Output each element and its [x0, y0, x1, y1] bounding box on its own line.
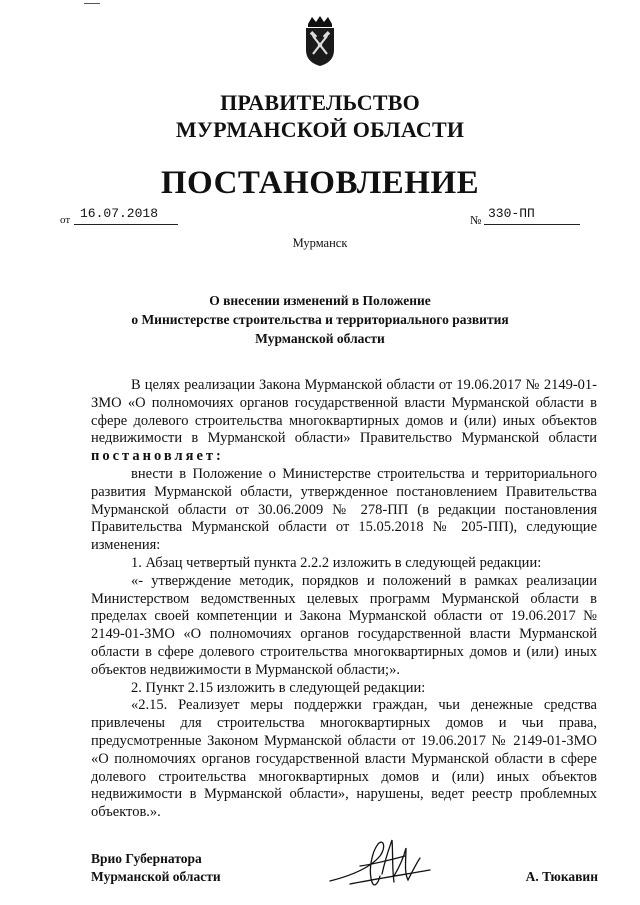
scan-mark: [84, 3, 100, 4]
date-value: 16.07.2018: [80, 206, 159, 221]
subject-line3: Мурманской области: [255, 331, 385, 346]
document-number: [470, 206, 590, 226]
signer-position-line2: Мурманской области: [91, 869, 221, 884]
signer-name: А. Тюкавин: [525, 869, 598, 884]
document-date: [60, 206, 180, 226]
date-prefix: от: [60, 214, 71, 226]
government-title-line1: ПРАВИТЕЛЬСТВО: [220, 90, 420, 115]
coat-of-arms-icon: [300, 14, 340, 68]
paragraph-item-1: 1. Абзац четвертый пункта 2.2.2 изложить в следующей редакции:: [131, 554, 542, 571]
paragraph-item-2-text: «2.15. Реализует меры поддержки граждан, чьи денежные средства привлечены для строительства многоквартирных домов и чьи права, предусмотренные Законом Мурманской области от 19.06.2017 № 2149-01-ЗМО «О полномочиях органов государственной власти Мурманской области в сфере долевого строительства многоквартирных домов и (или) иных объектов недвижимости в Мурманской области», нарушены, ведет реестр проблемных объектов.».: [91, 697, 597, 821]
document-body: [91, 377, 597, 822]
paragraph-item-2: 2. Пункт 2.15 изложить в следующей редакции:: [131, 679, 426, 696]
signer-position-line1: Врио Губернатора: [91, 851, 202, 866]
subject-line2: о Министерстве строительства и территориального развития: [131, 312, 509, 327]
paragraph-resolution: внести в Положение о Министерстве строительства и территориального развития Мурманской области, утвержденное постановлением Правительства Мурманской области от 30.06.2009 № 278-ПП (в редакции постановления Правительства Мурманской области от 15.05.2018 № 205-ПП), следующие изменения:: [91, 465, 597, 554]
number-value: 330-ПП: [488, 206, 535, 221]
city: Мурманск: [292, 236, 348, 250]
government-title-line2: МУРМАНСКОЙ ОБЛАСТИ: [175, 117, 465, 142]
resolves-keyword: постановляет:: [91, 448, 224, 465]
signer-position: [91, 850, 221, 886]
number-underline: [484, 224, 580, 225]
number-prefix: №: [470, 213, 482, 227]
paragraph-item-1-text: «- утверждение методик, порядков и положений в рамках реализации Министерством ведомственных целевых программ Мурманской области в пределах своей компетенции и Закона Мурманской области от 19.06.2017 № 2149-01-ЗМО «О полномочиях органов государственной власти Мурманской области в сфере долевого строительства многоквартирных домов и (или) иных объектов недвижимости в Мурманской области;».: [91, 572, 597, 678]
date-underline: [74, 224, 178, 225]
subject-line1: О внесении изменений в Положение: [209, 293, 431, 308]
document-subject: [100, 291, 540, 348]
preamble-text: В целях реализации Закона Мурманской области от 19.06.2017 № 2149-01-ЗМО «О полномочиях органов государственной власти Мурманской области в сфере долевого строительства многоквартирных домов и (или) иных объектов недвижимости в Мурманской области» Правительство Мурманской области: [91, 377, 597, 447]
document-type: ПОСТАНОВЛЕНИЕ: [160, 165, 480, 201]
paragraph-preamble: [91, 377, 597, 466]
handwritten-signature: [320, 826, 440, 896]
